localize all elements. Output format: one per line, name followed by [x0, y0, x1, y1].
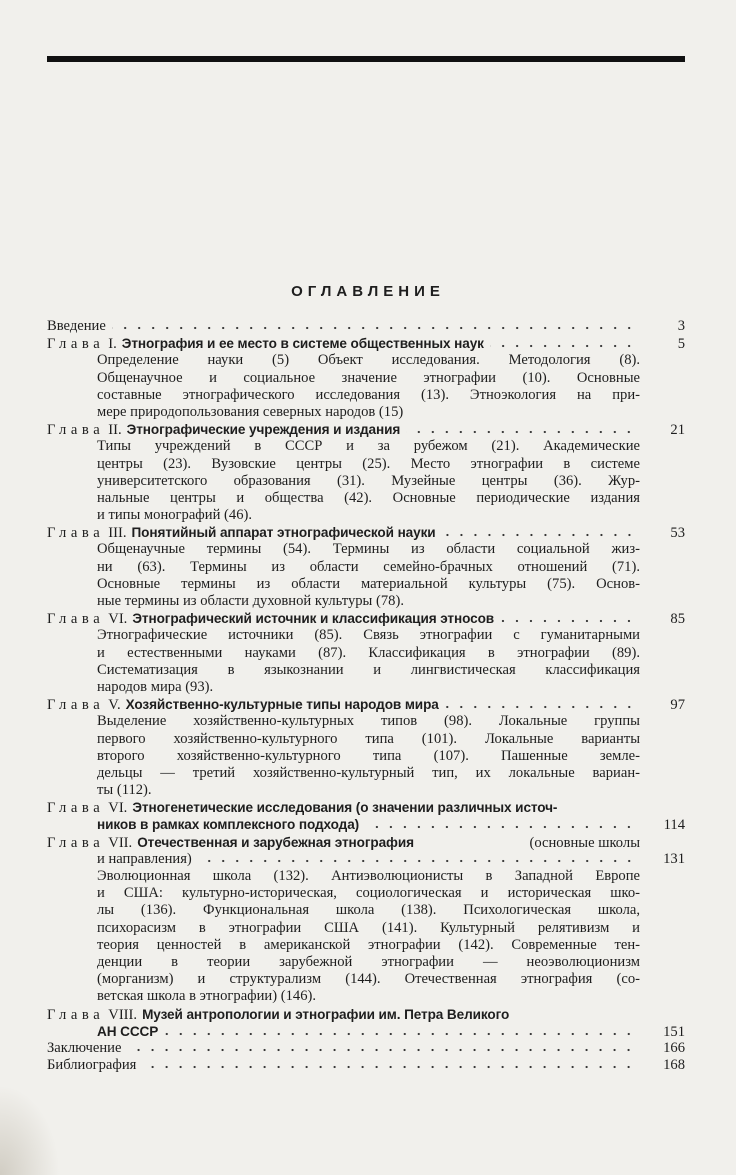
toc-line	[47, 335, 685, 352]
page-number: 166	[663, 1039, 685, 1056]
toc-chapter-entry[interactable]	[47, 335, 685, 421]
chapter-numeral: II.	[108, 422, 122, 439]
toc-chapter-entry[interactable]	[47, 799, 685, 833]
page-title: ОГЛАВЛЕНИЕ	[291, 283, 445, 300]
page-number: 3	[677, 318, 685, 334]
toc-chapter-entry[interactable]	[47, 421, 685, 524]
section-description-line: мере природопользования северных народов (15)	[97, 403, 404, 420]
toc-line-body	[47, 1057, 640, 1074]
page-number: 97	[670, 697, 685, 714]
toc-line	[47, 1006, 685, 1023]
chapter-numeral: VI.	[108, 800, 128, 817]
toc-line-body	[47, 335, 640, 353]
chapter-numeral: I.	[108, 336, 117, 353]
chapter-subtitle: (основные школы	[529, 834, 640, 851]
toc-line-body	[47, 816, 640, 833]
chapter-subtitle: и направления)	[97, 850, 192, 867]
section-description-line: университетского образования (31). Музейные центры (36). Жур-	[97, 472, 640, 489]
toc-chapter-entry[interactable]	[47, 524, 685, 610]
chapter-prefix: Глава	[47, 422, 105, 439]
toc-line	[47, 524, 685, 541]
toc-line	[47, 1023, 685, 1040]
toc-chapter-entry[interactable]	[47, 610, 685, 696]
toc-line-body	[47, 318, 640, 335]
toc-line	[47, 851, 685, 868]
section-description-line: дельцы — третий хозяйственно-культурный тип, их локальные вариан-	[97, 764, 640, 781]
chapter-title: АН СССР	[97, 1023, 159, 1039]
toc-line	[47, 421, 685, 438]
dot-leader	[445, 699, 636, 709]
section-description-line: денции в теории зарубежной этнографии — неоэволюционизм	[97, 953, 640, 970]
chapter-title: Этногенетические исследования (о значении различных источ-	[132, 800, 558, 816]
toc-entry[interactable]	[47, 1040, 685, 1057]
page-number: 168	[663, 1057, 685, 1074]
section-description-line: (морганизм) и структурализм (144). Отечественная этнография (со-	[97, 971, 640, 988]
section-description-line: составные этнографического исследования (13). Этноэкология на при-	[97, 386, 640, 403]
toc-line-body	[47, 421, 640, 439]
section-description-line: психорасизм в этнографии США (141). Культурный релятивизм и	[97, 919, 640, 936]
section-description-line: второго хозяйственно-культурного типа (107). Пашенные земле-	[97, 747, 640, 764]
toc-chapter-entry[interactable]	[47, 1006, 685, 1040]
toc-line-body	[47, 524, 640, 542]
toc-line-body	[47, 1006, 640, 1024]
section-description-line: нальные центры и общества (42). Основные периодические издания	[97, 489, 640, 506]
dot-leader	[164, 1026, 636, 1036]
toc-line-body	[47, 851, 640, 868]
toc-line	[47, 834, 685, 851]
toc-entry[interactable]	[47, 1057, 685, 1074]
section-description-line: Эволюционная школа (132). Антиэволюционисты в Западной Европе	[97, 868, 640, 884]
chapter-prefix: Глава	[47, 611, 105, 628]
section-description-line: Этнографические источники (85). Связь этнографии с гуманитарными	[97, 627, 640, 644]
chapter-prefix: Глава	[47, 525, 105, 542]
section-description-line: Общенаучные термины (54). Термины из области социальной жиз-	[97, 541, 640, 558]
dot-leader	[365, 819, 636, 829]
chapter-title: Этнографические учреждения и издания	[126, 422, 401, 438]
chapter-prefix: Глава	[47, 336, 105, 353]
page-number: 151	[663, 1023, 685, 1040]
toc-line	[47, 816, 685, 833]
section-description-line: народов мира (93).	[97, 678, 214, 695]
section-description-line: и США: культурно-историческая, социологическая и историческая шко-	[97, 885, 640, 902]
toc-line	[47, 318, 685, 335]
page-number: 114	[663, 817, 685, 834]
entry-label: Библиография	[47, 1057, 137, 1074]
chapter-title: Отечественная и зарубежная этнография	[137, 834, 414, 850]
table-of-contents	[47, 318, 685, 1074]
section-description-line: Общенаучное и социальное значение этнографии (10). Основные	[97, 369, 640, 386]
section-description-line: ни (63). Термины из области семейно-брачных отношений (71).	[97, 558, 640, 575]
toc-line	[47, 610, 685, 627]
dot-leader	[500, 613, 636, 623]
page-number: 85	[670, 611, 685, 628]
toc-entry[interactable]	[47, 318, 685, 335]
section-description-line: и типы монографий (46).	[97, 507, 252, 524]
toc-line	[47, 799, 685, 816]
toc-line-body	[47, 799, 640, 817]
toc-line-body	[47, 834, 640, 852]
section-description-line: первого хозяйственно-культурного типа (101). Локальные варианты	[97, 730, 640, 747]
dot-leader	[112, 320, 636, 330]
entry-label: Заключение	[47, 1039, 122, 1056]
dot-leader	[142, 1059, 636, 1069]
chapter-numeral: VI.	[108, 611, 128, 628]
chapter-title: ников в рамках комплексного подхода)	[97, 817, 360, 833]
page-number: 131	[663, 850, 685, 867]
toc-chapter-entry[interactable]	[47, 696, 685, 799]
section-description-line: Типы учреждений в СССР и за рубежом (21). Академические	[97, 438, 640, 455]
section-description-line: Выделение хозяйственно-культурных типов (98). Локальные группы	[97, 713, 640, 730]
paper-stain	[0, 1085, 60, 1175]
chapter-title: Этнографический источник и классификация этносов	[132, 611, 495, 627]
section-description-line: Систематизация в языкознании и лингвистическая классификация	[97, 661, 640, 678]
toc-line-body	[47, 1023, 640, 1040]
toc-line-body	[47, 610, 640, 628]
chapter-prefix: Глава	[47, 1006, 105, 1023]
chapter-numeral: VII.	[108, 834, 133, 851]
section-description-line: теория ценностей в американской этнографии (142). Современные тен-	[97, 936, 640, 953]
toc-line	[47, 1040, 685, 1057]
section-description-line: центры (23). Вузовские центры (25). Место этнографии в системе	[97, 455, 640, 472]
section-description-line: лы (136). Функциональная школа (138). Психологическая школа,	[97, 902, 640, 919]
section-description-line: ты (112).	[97, 782, 152, 799]
entry-label: Введение	[47, 318, 106, 334]
toc-line	[47, 696, 685, 713]
section-description-line: и естественными науками (87). Классификация в этнографии (89).	[97, 644, 640, 661]
dot-leader	[198, 853, 636, 863]
page-number: 21	[670, 422, 685, 439]
dot-leader	[442, 527, 636, 537]
toc-line-body	[47, 1040, 640, 1057]
toc-chapter-entry[interactable]	[47, 834, 685, 1006]
chapter-prefix: Глава	[47, 800, 105, 817]
page-number: 5	[677, 336, 685, 353]
dot-leader	[127, 1042, 636, 1052]
chapter-title: Этнография и ее место в системе общественных наук	[121, 336, 484, 352]
section-description-line: ветская школа в этнографии) (146).	[97, 988, 317, 1005]
toc-line-body	[47, 696, 640, 714]
chapter-title: Хозяйственно-культурные типы народов мира	[125, 697, 439, 713]
chapter-numeral: III.	[108, 525, 127, 542]
chapter-title: Музей антропологии и этнографии им. Петра Великого	[142, 1006, 510, 1022]
section-description-line: Основные термины из области материальной культуры (75). Основ-	[97, 575, 640, 592]
chapter-prefix: Глава	[47, 834, 105, 851]
page-number: 53	[670, 525, 685, 542]
chapter-numeral: V.	[108, 697, 121, 714]
chapter-numeral: VIII.	[108, 1006, 138, 1023]
header-rule	[47, 56, 685, 62]
dot-leader	[490, 338, 636, 348]
dot-leader	[406, 424, 636, 434]
section-description-line: ные термины из области духовной культуры (78).	[97, 593, 404, 609]
chapter-prefix: Глава	[47, 697, 105, 714]
chapter-title: Понятийный аппарат этнографической науки	[131, 525, 436, 541]
section-description-line: Определение науки (5) Объект исследования. Методология (8).	[97, 352, 640, 369]
toc-line	[47, 1057, 685, 1074]
